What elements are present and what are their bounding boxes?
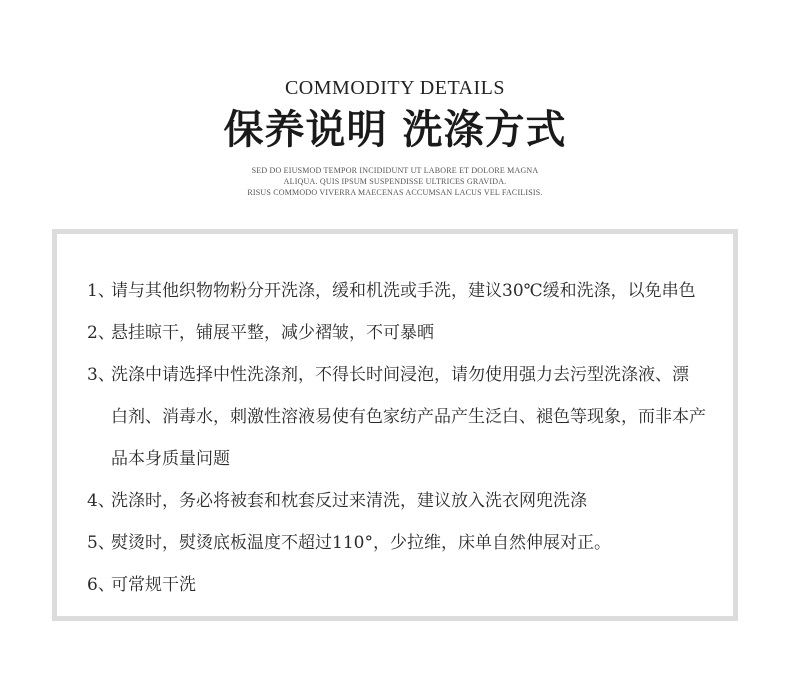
care-item-6 [87, 564, 727, 606]
care-item-4 [87, 480, 727, 522]
care-item-text: 请与其他织物物粉分开洗涤，缓和机洗或手洗，建议30℃缓和洗涤，以免串色 [111, 281, 696, 301]
care-item-number: 3、 [87, 365, 115, 385]
care-item-text: 白剂、消毒水，刺激性溶液易使有色家纺产品产生泛白、褪色等现象，而非本产 [111, 407, 706, 427]
care-item-number: 6、 [87, 575, 115, 595]
care-item-1 [87, 270, 727, 312]
care-item-2 [87, 312, 727, 354]
care-item-text: 可常规干洗 [111, 575, 196, 595]
care-item-number: 1、 [87, 281, 115, 301]
care-item-text: 熨烫时，熨烫底板温度不超过110°，少拉维，床单自然伸展对正。 [111, 533, 611, 553]
care-item-number: 5、 [87, 533, 115, 553]
english-subtitle: COMMODITY DETAILS [284, 77, 506, 99]
lorem-line: RISUS COMMODO VIVERRA MAECENAS ACCUMSAN LACUS VEL FACILISIS. [247, 188, 543, 197]
care-item-number: 2、 [87, 323, 115, 343]
care-item-3 [87, 354, 727, 480]
lorem-caption [0, 165, 790, 198]
lorem-line: ALIQUA. QUIS IPSUM SUSPENDISSE ULTRICES GRAVIDA. [283, 177, 507, 186]
care-item-number: 4、 [87, 491, 115, 511]
care-item-5 [87, 522, 727, 564]
lorem-line: SED DO EIUSMOD TEMPOR INCIDIDUNT UT LABORE ET DOLORE MAGNA [251, 166, 539, 175]
care-instructions-list [87, 270, 727, 606]
care-instructions-box [52, 229, 738, 621]
care-item-text: 品本身质量问题 [111, 449, 230, 469]
care-item-text: 悬挂晾干，铺展平整，减少褶皱，不可暴晒 [111, 323, 434, 343]
care-item-text: 洗涤中请选择中性洗涤剂，不得长时间浸泡，请勿使用强力去污型洗涤液、漂 [111, 365, 689, 385]
page-title: 保养说明 洗涤方式 [223, 106, 567, 153]
care-item-text: 洗涤时，务必将被套和枕套反过来清洗，建议放入洗衣网兜洗涤 [111, 491, 587, 511]
